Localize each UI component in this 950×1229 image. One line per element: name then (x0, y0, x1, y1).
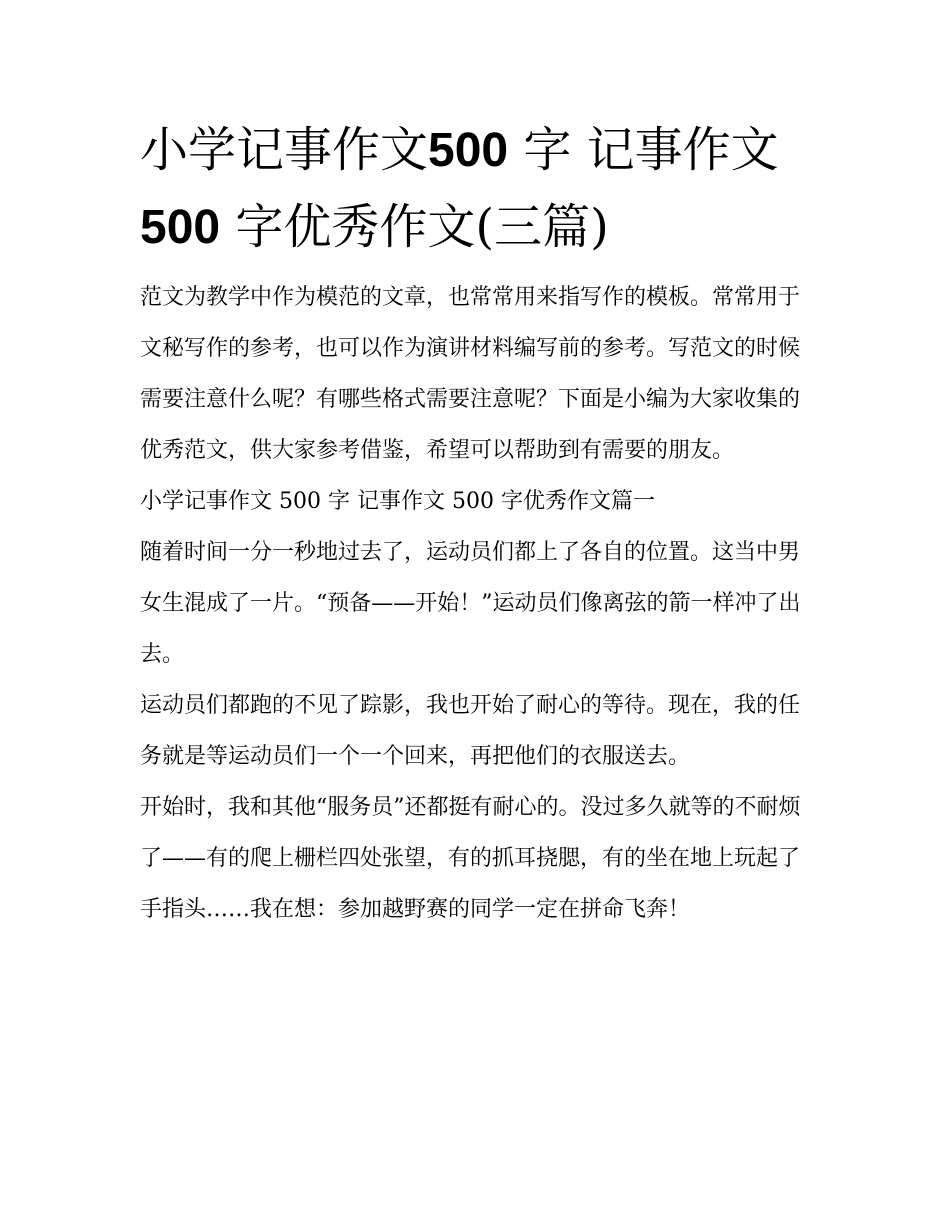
paragraph-section-heading: 小学记事作文 500 字 记事作文 500 字优秀作文篇一 (140, 489, 655, 514)
document-title (140, 112, 820, 266)
paragraph-1: 随着时间一分一秒地过去了，运动员们都上了各自的位置。这当中男女生混成了一片。“预备——开始！”运动员们像离弦的箭一样冲了出去。 (140, 540, 801, 667)
title-text-3: 字优秀作文(三篇) (235, 199, 609, 255)
paragraph-3: 开始时，我和其他“服务员”还都挺有耐心的。没过多久就等的不耐烦了——有的爬上栅栏四处张望，有的抓耳挠腮，有的坐在地上玩起了手指头……我在想：参加越野赛的同学一定在拼命飞奔！ (140, 795, 801, 922)
title-number-2: 500 (140, 201, 221, 254)
document-content (140, 112, 820, 935)
title-text-2: 字 记事作文 (523, 122, 779, 178)
document-body (140, 272, 820, 935)
paragraph-2: 运动员们都跑的不见了踪影，我也开始了耐心的等待。现在，我的任务就是等运动员们一个一个回来，再把他们的衣服送去。 (140, 693, 801, 769)
title-number-1: 500 (428, 124, 509, 177)
title-text-1: 小学记事作文 (140, 122, 429, 178)
paragraph-intro: 范文为教学中作为模范的文章，也常常用来指写作的模板。常常用于文秘写作的参考，也可以作为演讲材料编写前的参考。写范文的时候需要注意什么呢？有哪些格式需要注意呢？下面是小编为大家收集的优秀范文，供大家参考借鉴，希望可以帮助到有需要的朋友。 (140, 285, 801, 463)
